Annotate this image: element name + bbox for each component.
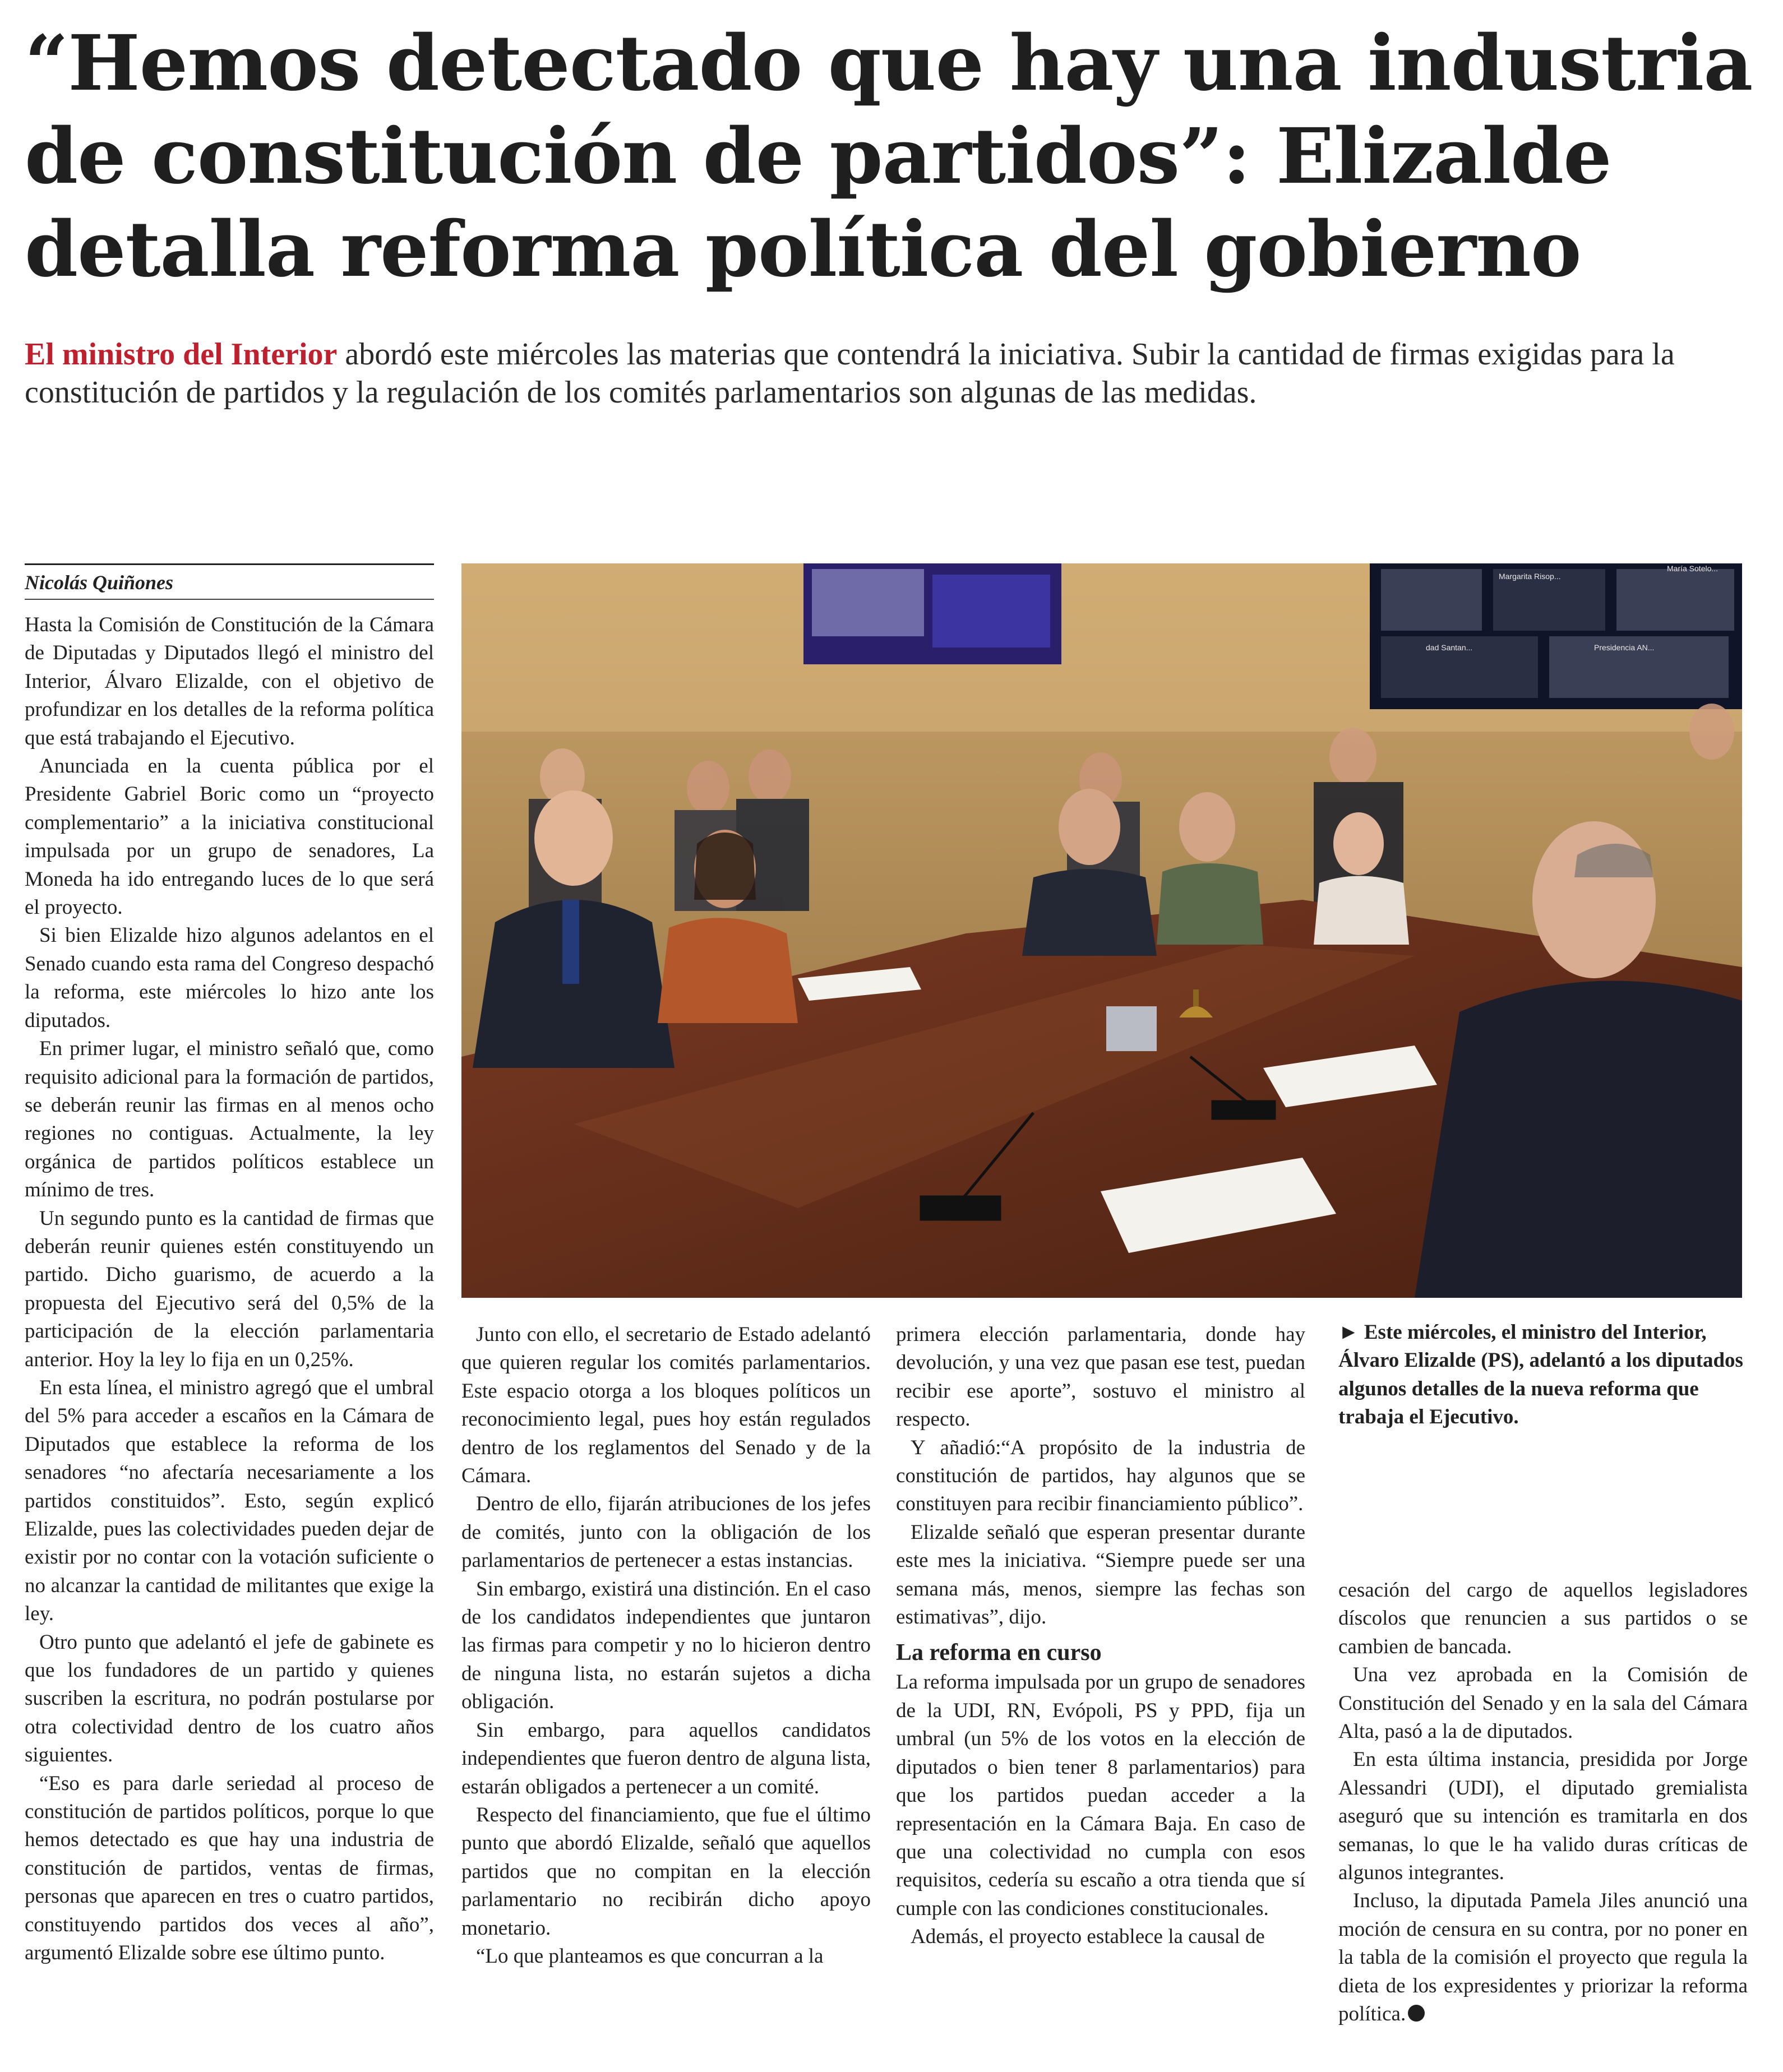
paragraph: Un segundo punto es la cantidad de firmas que deberán reunir quienes estén constituyendo un partido. Dicho guarismo, de acuerdo a la propuesta del Ejecutivo será del 0,5% de la participación de la elección parlamentaria anterior. Hoy la ley lo fija en un 0,25%. <box>25 1206 434 1371</box>
body-column-4 <box>1338 1576 1748 2029</box>
byline-rule <box>25 599 434 600</box>
video-tile <box>1616 569 1734 631</box>
paragraph: Y añadió:“A propósito de la industria de constitución de partidos, hay algunos que se constituyen para recibir financiamiento público”. <box>896 1436 1305 1516</box>
subhead: La reforma en curso <box>896 1640 1102 1666</box>
deck-text: abordó este miércoles las materias que contendrá la iniciativa. Subir la cantidad de firmas exigidas para la constitución de partidos y la regulación de los comités parlamentarios son algunas de las medidas. <box>25 337 1675 410</box>
byline: Nicolás Quiñones <box>25 563 434 594</box>
paragraph: Una vez aprobada en la Comisión de Constitución del Senado y en la sala del Cámara Alta, pasó a la de diputados. <box>1338 1663 1748 1743</box>
paragraph-text: Incluso, la diputada Pamela Jiles anunció una moción de censura en su contra, por no poner en la tabla de la comisión el proyecto que regula la dieta de los expresidentes y priorizar la reforma política. <box>1338 1889 1748 2026</box>
paragraph: Además, el proyecto establece la causal de <box>911 1925 1265 1949</box>
paragraph: Si bien Elizalde hizo algunos adelantos en el Senado cuando esta rama del Congreso despachó la reforma, este miércoles lo hizo ante los diputados. <box>25 924 434 1032</box>
end-mark-icon <box>1408 2005 1425 2022</box>
paragraph: “Eso es para darle seriedad al proceso de constitución de partidos políticos, porque lo que hemos detectado es que hay una industria de constitución de partidos, ventas de firmas, personas que aparecen en tres o cuatro partidos, constituyendo partidos dos veces al año”, argumentó Elizalde sobre ese último punto. <box>25 1772 434 1965</box>
deck <box>25 335 1752 411</box>
news-photo <box>461 563 1742 1298</box>
paragraph: Elizalde señaló que esperan presentar durante este mes la iniciativa. “Siempre puede ser una semana más, menos, siempre las fechas son estimativas”, dijo. <box>896 1520 1305 1629</box>
paragraph: Sin embargo, existirá una distinción. En el caso de los candidatos independientes que juntaron las firmas para competir y no lo hicieron dentro de ninguna lista, no estarán sujetos a dicha obligación. <box>461 1577 871 1714</box>
paragraph: Otro punto que adelantó el jefe de gabinete es que los fundadores de un partido y quienes suscriben la escritura, no podrán postularse por otra colectividad dentro de los cuatro años siguientes. <box>25 1630 434 1767</box>
paragraph: Hasta la Comisión de Constitución de la Cámara de Diputadas y Diputados llegó el ministro del Interior, Álvaro Elizalde, con el objetivo de profundizar en los detalles de la reforma política que está trabajando el Ejecutivo. <box>25 613 434 750</box>
paragraph: Dentro de ello, fijarán atribuciones de los jefes de comités, junto con la obligación de los parlamentarios de pertenecer a estas instancias. <box>461 1492 871 1572</box>
caption-arrow-icon: ► <box>1338 1321 1359 1344</box>
photo-caption <box>1338 1319 1748 1432</box>
tv-screen-left-text <box>932 575 1050 647</box>
deck-lead: El ministro del Interior <box>25 337 338 372</box>
screen-label: María Sotelo... <box>1667 564 1719 573</box>
paragraph: cesación del cargo de aquellos legisladores díscolos que renuncien a sus partidos o se cambien de bancada. <box>1338 1579 1748 1658</box>
headline: “Hemos detectado que hay una industria de constitución de partidos”: Elizalde detalla reforma política del gobierno <box>25 18 1753 294</box>
paragraph: “Lo que planteamos es que concurran a la <box>476 1944 824 1968</box>
paragraph: En esta última instancia, presidida por Jorge Alessandri (UDI), el diputado gremialista aseguró que su intención es tramitarla en dos semanas, lo que le ha valido duras críticas de algunos integrantes. <box>1338 1748 1748 1885</box>
paragraph: Junto con ello, el secretario de Estado adelantó que quieren regular los comités parlamentarios. Este espacio otorga a los bloques políticos un reconocimiento legal, pues hoy están regulados dentro de los reglamentos del Senado y de la Cámara. <box>461 1323 871 1488</box>
paragraph: En primer lugar, el ministro señaló que, como requisito adicional para la formación de partidos, se deberán reunir las firmas en al menos ocho regiones no contiguas. Actualmente, la ley orgánica de partidos políticos establece un mínimo de tres. <box>25 1037 434 1202</box>
paragraph: Sin embargo, para aquellos candidatos independientes que fueron dentro de alguna lista, estarán obligados a pertenecer a un comité. <box>461 1718 871 1798</box>
paragraph <box>1338 1887 1748 2028</box>
screen-label: dad Santan... <box>1426 643 1473 652</box>
screen-label: Margarita Risop... <box>1499 572 1561 581</box>
nameplate <box>1106 1006 1157 1051</box>
tv-screen-left-inset <box>812 569 924 636</box>
body-column-1 <box>25 611 434 1968</box>
body-column-2 <box>461 1321 871 1971</box>
screen-label: Presidencia AN... <box>1594 643 1655 652</box>
video-tile <box>1381 569 1482 631</box>
seated-men <box>1022 789 1409 956</box>
caption-text: Este miércoles, el ministro del Interior, Álvaro Elizalde (PS), adelantó a los diputados algunos detalles de la nueva reforma que trabaja el Ejecutivo. <box>1338 1321 1743 1429</box>
body-column-3 <box>896 1321 1305 1951</box>
paragraph: primera elección parlamentaria, donde hay devolución, y una vez que pasan ese test, puedan recibir ese aporte”, sostuvo el ministro al respecto. <box>896 1323 1305 1431</box>
paragraph: Anunciada en la cuenta pública por el Presidente Gabriel Boric como un “proyecto complementario” a la iniciativa constitucional impulsada por un grupo de senadores, La Moneda ha ido entregando luces de lo que será el proyecto. <box>25 755 434 919</box>
paragraph: La reforma impulsada por un grupo de senadores de la UDI, RN, Evópoli, PS y PPD, fija un umbral (un 5% de los votos en la elección de diputados o bien tener 8 parlamentarios) para que los partidos puedan acceder a la representación en la Cámara Baja. En caso de que una colectividad no cumpla con esos requisitos, cedería su escaño a otra tienda que sí cumple con las condiciones constitucionales. <box>896 1671 1305 1920</box>
paragraph: En esta línea, el ministro agregó que el umbral del 5% para acceder a escaños en la Cámara de Diputados que establece la reforma de los senadores “no afectaría necesariamente a los partidos constituidos”. Esto, según explicó Elizalde, pues las colectividades pueden dejar de existir por no contar con la votación suficiente o no alcanzar la cantidad de militantes que exige la ley. <box>25 1376 434 1626</box>
paragraph: Respecto del financiamiento, que fue el último punto que abordó Elizalde, señaló que aquellos partidos que no compitan en la elección parlamentario no recibirán dicho apoyo monetario. <box>461 1803 871 1940</box>
